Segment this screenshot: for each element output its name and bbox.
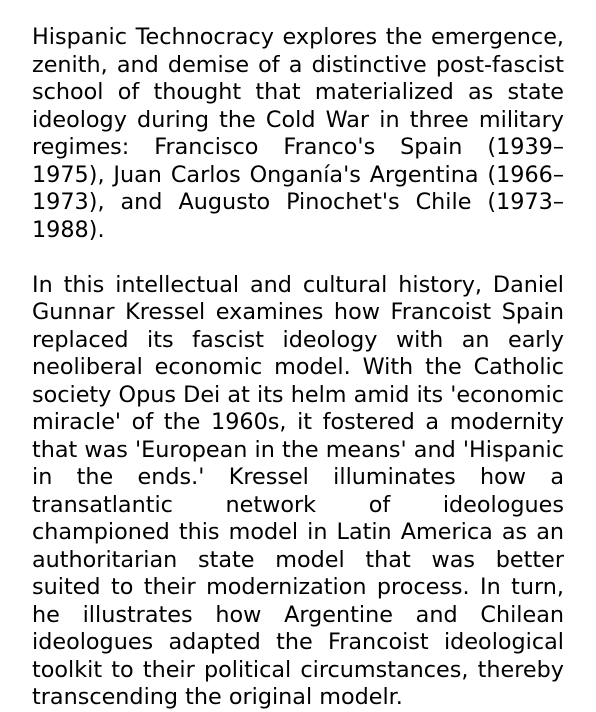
paragraph-intro: Hispanic Technocracy explores the emergence, zenith, and demise of a distinctive post-fascist school of thought that materialized as state ideology during the Cold War in three military regimes: Francisco Franco's Spain (1939–1975), Juan Carlos Onganía's Argentina (1966–1973), and Augusto Pinochet's Chile (1973–1988). bbox=[32, 24, 564, 243]
paragraph-body: In this intellectual and cultural history, Daniel Gunnar Kressel examines how Francoist Spain replaced its fascist ideology with an early neoliberal economic model. With the Catholic society Opus Dei at its helm amid its 'economic miracle' of the 1960s, it fostered a modernity that was 'European in the means' and 'Hispanic in the ends.' Kressel illuminates how a transatlantic network of ideologues championed this model in Latin America as an authoritarian state model that was better suited to their modernization process. In turn, he illustrates how Argentine and Chilean ideologues adapted the Francoist ideological toolkit to their political circumstances, thereby transcending the original modelr. bbox=[32, 271, 564, 710]
